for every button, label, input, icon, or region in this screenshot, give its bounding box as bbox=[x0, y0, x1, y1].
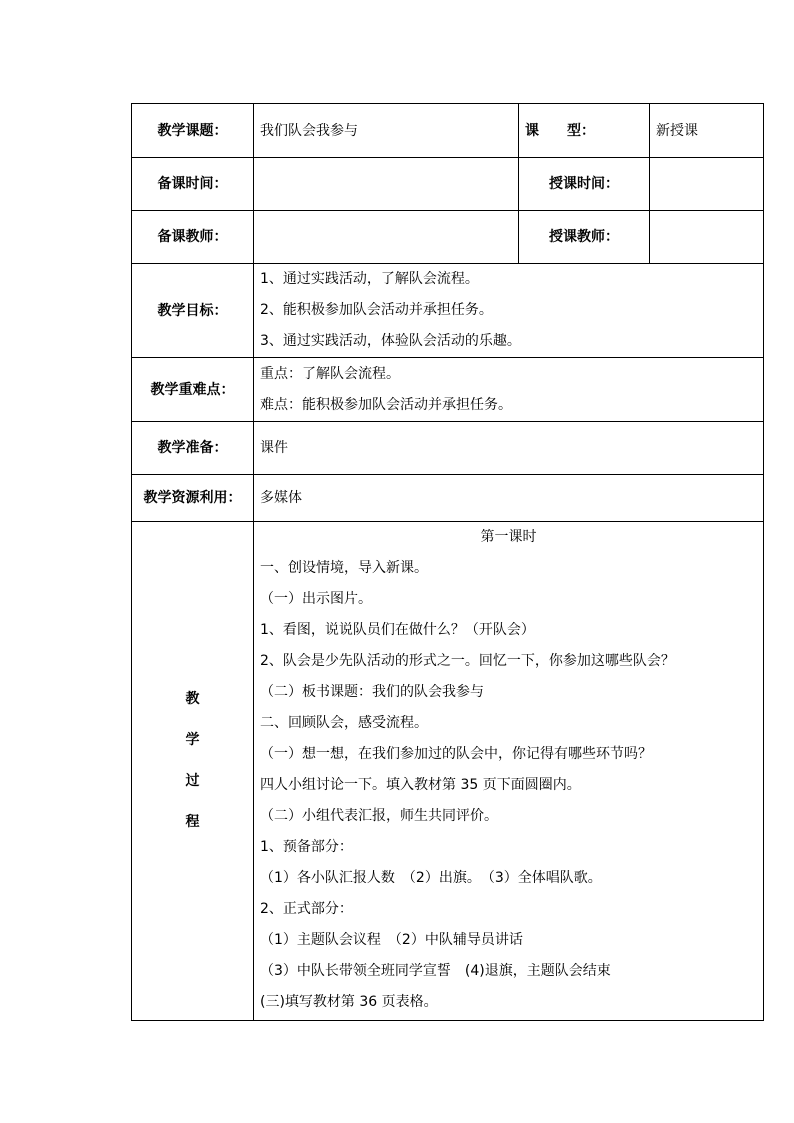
process-line: 二、回顾队会，感受流程。 bbox=[260, 715, 428, 731]
process-line: （二）板书课题：我们的队会我参与 bbox=[260, 684, 484, 700]
value-type: 新授课 bbox=[650, 104, 764, 158]
objective-item: 1、通过实践活动，了解队会流程。 bbox=[260, 271, 479, 287]
label-teach-teacher: 授课教师： bbox=[519, 211, 650, 264]
row-process bbox=[132, 522, 764, 1021]
value-resources: 多媒体 bbox=[254, 475, 764, 522]
value-prep-teacher bbox=[254, 211, 519, 264]
value-preparation: 课件 bbox=[254, 422, 764, 475]
process-line: (三)填写教材第 36 页表格。 bbox=[260, 994, 438, 1010]
process-label-char: 过 bbox=[185, 773, 200, 789]
objective-item: 2、能积极参加队会活动并承担任务。 bbox=[260, 302, 493, 318]
row-objectives bbox=[132, 264, 764, 358]
process-label-char: 教 bbox=[185, 691, 200, 707]
value-objectives bbox=[254, 264, 764, 358]
label-topic: 教学课题： bbox=[132, 104, 254, 158]
label-resources: 教学资源利用： bbox=[132, 475, 254, 522]
label-preparation: 教学准备： bbox=[132, 422, 254, 475]
objective-item: 3、通过实践活动，体验队会活动的乐趣。 bbox=[260, 333, 521, 349]
process-line: （一）出示图片。 bbox=[260, 591, 372, 607]
process-line: （1）各小队汇报人数 （2）出旗。 （3）全体唱队歌。 bbox=[260, 870, 602, 886]
label-prep-teacher: 备课教师： bbox=[132, 211, 254, 264]
row-key-points bbox=[132, 358, 764, 422]
value-teach-teacher bbox=[650, 211, 764, 264]
value-process bbox=[254, 522, 764, 1021]
row-prep-time bbox=[132, 158, 764, 211]
process-label-char: 程 bbox=[185, 814, 200, 830]
process-label-char: 学 bbox=[185, 732, 200, 748]
row-teacher bbox=[132, 211, 764, 264]
label-type: 课 型： bbox=[519, 104, 650, 158]
lesson-plan-table bbox=[131, 103, 764, 1021]
row-preparation bbox=[132, 422, 764, 475]
process-line: （1）主题队会议程 （2）中队辅导员讲话 bbox=[260, 932, 523, 948]
process-line: （一）想一想，在我们参加过的队会中，你记得有哪些环节吗？ bbox=[260, 746, 652, 762]
process-line: 2、正式部分： bbox=[260, 901, 353, 917]
lesson-period: 第一课时 bbox=[480, 529, 537, 545]
label-objectives: 教学目标： bbox=[132, 264, 254, 358]
row-topic bbox=[132, 104, 764, 158]
process-line: （二）小组代表汇报，师生共同评价。 bbox=[260, 808, 498, 824]
process-line: 1、预备部分： bbox=[260, 839, 353, 855]
process-line: （3）中队长带领全班同学宣誓 (4)退旗，主题队会结束 bbox=[260, 963, 611, 979]
process-line: 2、队会是少先队活动的形式之一。回忆一下，你参加这哪些队会？ bbox=[260, 653, 675, 669]
key-point-item: 重点：了解队会流程。 bbox=[260, 365, 400, 382]
label-prep-time: 备课时间： bbox=[132, 158, 254, 211]
value-teach-time bbox=[650, 158, 764, 211]
label-key-points: 教学重难点： bbox=[132, 358, 254, 422]
key-point-item: 难点：能积极参加队会活动并承担任务。 bbox=[260, 396, 512, 413]
process-line: 1、看图，说说队员们在做什么？（开队会） bbox=[260, 622, 535, 638]
process-line: 一、创设情境，导入新课。 bbox=[260, 560, 428, 576]
label-teach-time: 授课时间： bbox=[519, 158, 650, 211]
row-resources bbox=[132, 475, 764, 522]
process-line: 四人小组讨论一下。填入教材第 35 页下面圆圈内。 bbox=[260, 777, 581, 793]
value-key-points bbox=[254, 358, 764, 422]
value-prep-time bbox=[254, 158, 519, 211]
label-process bbox=[132, 522, 254, 1021]
value-topic: 我们队会我参与 bbox=[254, 104, 519, 158]
